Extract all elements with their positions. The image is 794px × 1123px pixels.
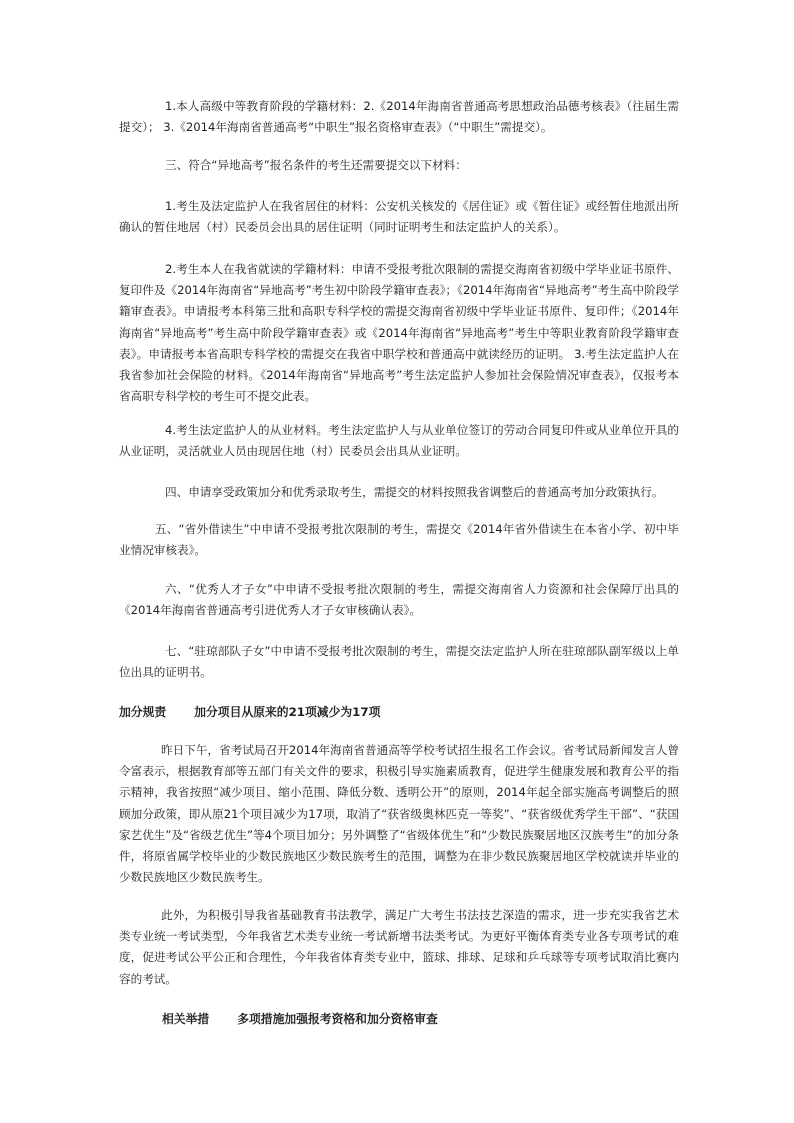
heading-title: 多项措施加强报考资格和加分资格审查 <box>237 1012 438 1026</box>
paragraph-required-materials: 1.本人高级中等教育阶段的学籍材料：2.《2014年海南省普通高考思想政治品德考核表》（往届生需提交）； 3.《2014年海南省普通高考“中职生”报名资格审查表》（“中职生”需提交）。 <box>119 99 679 135</box>
paragraph-section-five: 五、“省外借读生”中申请不受报考批次限制的考生，需提交《2014年省外借读生在本省小学、初中毕业情况审核表》。 <box>119 522 679 558</box>
section-heading-measures <box>162 1009 722 1029</box>
paragraph-art-sports: 此外，为积极引导我省基础教育书法教学，满足广大考生书法技艺深造的需求，进一步充实我省艺术类专业统一考试类型，今年我省艺术类专业统一考试新增书法类考试。为更好平衡体育类专业各专项考试的难度，促进考试公平公正和合理性，今年我省体育类专业中，篮球、排球、足球和乒乓球等专项考试取消比赛内容的考试。 <box>119 908 679 986</box>
paragraph-section-four: 四、申请享受政策加分和优秀录取考生，需提交的材料按照我省调整后的普通高考加分政策执行。 <box>165 485 664 499</box>
section-heading-bonus <box>119 702 679 722</box>
heading-title: 加分项目从原来的21项减少为17项 <box>194 705 381 719</box>
paragraph-section-six: 六、“优秀人才子女”中申请不受报考批次限制的考生，需提交海南省人力资源和社会保障厅出具的《2014年海南省普通高考引进优秀人才子女审核确认表》。 <box>119 582 679 618</box>
heading-label: 相关举措 <box>162 1012 210 1026</box>
paragraph-student-records: 2.考生本人在我省就读的学籍材料：申请不受报考批次限制的需提交海南省初级中学毕业证书原件、复印件及《2014年海南省“异地高考”考生初中阶段学籍审查表》；《2014年海南省“异地高考”考生高中阶段学籍审查表》。申请报考本科第三批和高职专科学校的需提交海南省初级中学毕业证书原件、复印件；《2014年海南省“异地高考”考生高中阶段学籍审查表》或《2014年海南省“异地高考”考生中等职业教育阶段学籍审查表》。申请报考本省高职专科学校的需提交在我省中职学校和普通高中就读经历的证明。 3.考生法定监护人在我省参加社会保险的材料。《2014年海南省“异地高考”考生法定监护人参加社会保险情况审查表》，仅报考本省高职专科学校的考生可不提交此表。 <box>119 262 679 404</box>
paragraph-residence-materials: 1.考生及法定监护人在我省居住的材料：公安机关核发的《居住证》或《暂住证》或经暂住地派出所确认的暂住地居（村）民委员会出具的居住证明（同时证明考生和法定监护人的关系）。 <box>119 199 679 235</box>
paragraph-employment-materials: 4.考生法定监护人的从业材料。考生法定监护人与从业单位签订的劳动合同复印件或从业单位开具的从业证明，灵活就业人员由现居住地（村）民委员会出具从业证明。 <box>119 423 679 459</box>
paragraph-news-meeting: 昨日下午，省考试局召开2014年海南省普通高等学校考试招生报名工作会议。省考试局新闻发言人曾令富表示，根据教育部等五部门有关文件的要求，积极引导实施素质教育，促进学生健康发展和教育公平的指示精神，我省按照“减少项目、缩小范围、降低分数、透明公开”的原则，2014年起全部实施高考调整后的照顾加分政策，即从原21个项目减少为17项，取消了“获省级奥林匹克一等奖”、“获省级优秀学生干部”、“获国家艺优生”及“省级艺优生”等4个项目加分；另外调整了“省级体优生”和“少数民族聚居地区汉族考生”的加分条件，将原省属学校毕业的少数民族地区少数民族考生的范围，调整为在非少数民族聚居地区学校就读并毕业的少数民族地区少数民族考生。 <box>119 743 679 885</box>
paragraph-section-seven: 七、“驻琼部队子女”中申请不受报考批次限制的考生，需提交法定监护人所在驻琼部队副军级以上单位出具的证明书。 <box>119 644 679 680</box>
heading-label: 加分规责 <box>119 705 167 719</box>
paragraph-section-three: 三、符合“异地高考”报名条件的考生还需要提交以下材料： <box>165 158 467 172</box>
